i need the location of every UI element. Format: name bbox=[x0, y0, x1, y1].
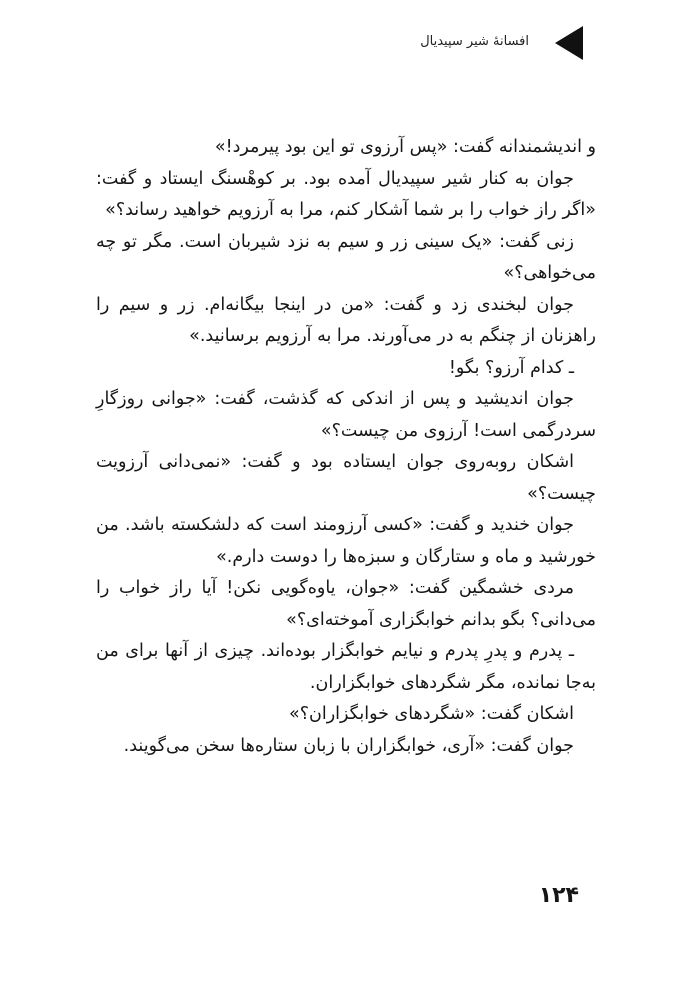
paragraph: جوان گفت: «آری، خوابگزاران با زبان ستاره‌ها سخن می‌گویند. bbox=[123, 735, 574, 756]
paragraph: جوان لبخندی زد و گفت: «من در اینجا بیگانه‌ام. زر و سیم را راهزنان از چنگم به در می‌آورند. مرا به آرزویم برسانید.» bbox=[96, 294, 596, 346]
paragraph: مردی خشمگین گفت: «جوان، یاوه‌گویی نکن! آیا راز خواب را می‌دانی؟ بگو بدانم خوابگزاری آموخته‌ای؟» bbox=[96, 578, 596, 630]
paragraph: جوان به کنار شیر سپیدیال آمده بود. بر کوهْسنگ ایستاد و گفت: «اگر راز خواب را بر شما آشکار کنم، مرا به آرزویم خواهید رساند؟» bbox=[96, 168, 596, 220]
paragraph: اشکان روبه‌روی جوان ایستاده بود و گفت: «نمی‌دانی آرزویت چیست؟» bbox=[96, 452, 596, 504]
paragraph: ـ کدام آرزو؟ بگو! bbox=[448, 357, 574, 378]
paragraph: زنی گفت: «یک سینی زر و سیم به نزد شیربان است. مگر تو چه می‌خواهی؟» bbox=[96, 231, 596, 283]
page-body bbox=[96, 132, 596, 762]
paragraph: جوان اندیشید و پس از اندکی که گذشت، گفت: «جوانی روزگارِ سردرگمی است! آرزوی من چیست؟» bbox=[96, 389, 596, 441]
running-header bbox=[0, 24, 679, 64]
paragraph: و اندیشمندانه گفت: «پس آرزوی تو این بود پیرمرد!» bbox=[214, 137, 596, 157]
page-number: ۱۲۴ bbox=[538, 883, 579, 908]
paragraph: جوان خندید و گفت: «کسی آرزومند است که دلشکسته باشد. من خورشید و ماه و ستارگان و سبزه‌ها را دوست دارم.» bbox=[96, 515, 596, 567]
paragraph: اشکان گفت: «شگردهای خوابگزاران؟» bbox=[289, 704, 574, 724]
paragraph: ـ پدرم و پدرِ پدرم و نیایم خوابگزار بوده‌اند. چیزی از آنها برای من به‌جا نمانده، مگر شگردهای خوابگزاران. bbox=[96, 641, 596, 693]
book-title: افسانهٔ شیر سپیدیال bbox=[420, 34, 529, 49]
triangle-marker-icon bbox=[555, 26, 583, 60]
